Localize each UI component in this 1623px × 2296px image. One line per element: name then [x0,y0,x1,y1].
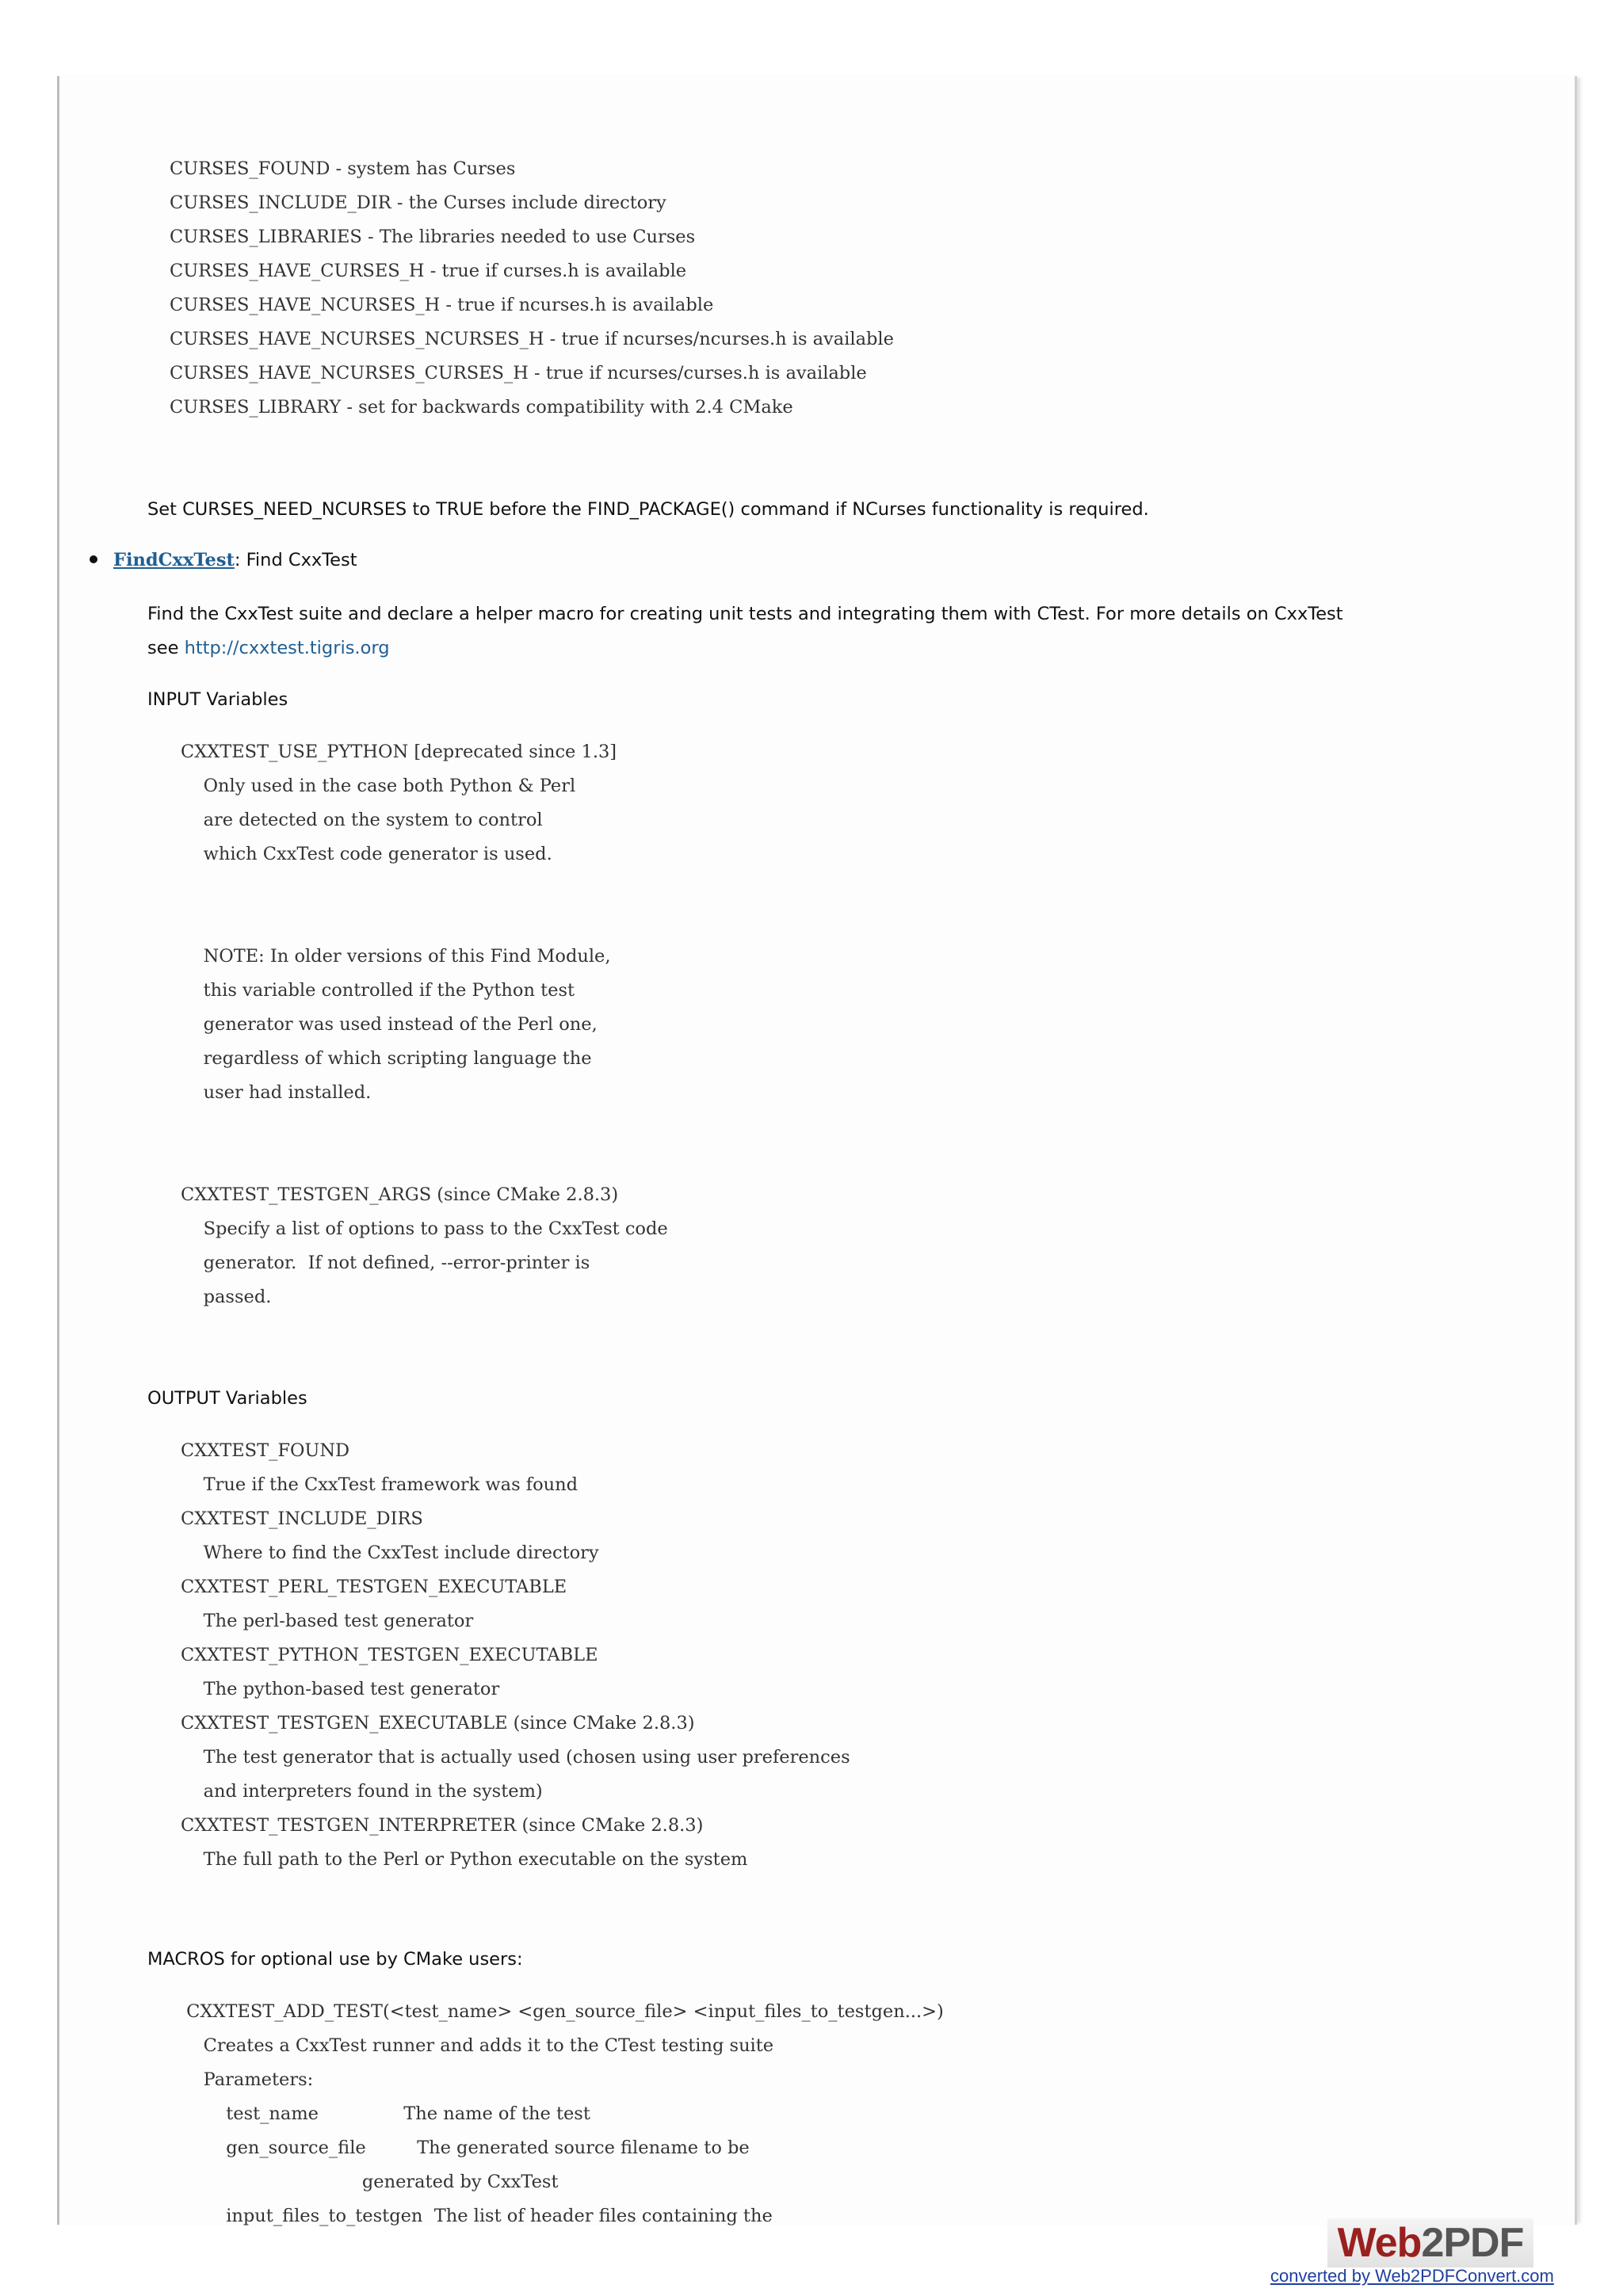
macros-heading: MACROS for optional use by CMake users: [147,1949,523,1970]
macros-text: CXXTEST_ADD_TEST(<test_name> <gen_source_file> <input_files_to_testgen...>) Creates a CxxTest runner and adds it to the CTest testing suite Parameters: test_name The name of the test gen_source_file The generated source filename to be generated by CxxTest input_files_to_testgen The list of header files containing the [186,2001,944,2226]
input-variables-block [181,735,668,1314]
findcxxtest-description: : Find CxxTest [234,550,357,570]
output-variables-heading: OUTPUT Variables [147,1388,307,1409]
input-variables-text: CXXTEST_USE_PYTHON [deprecated since 1.3] Only used in the case both Python & Perl are detected on the system to control which CxxTest code generator is used. NOTE: In older versions of this Find Module, this variable controlled if the Python test generator was used instead of the Perl one, regardless of which scripting language the user had installed. CXXTEST_TESTGEN_ARGS (since CMake 2.8.3) Specify a list of options to pass to the CxxTest code generator. If not defined, --error-printer is passed. [181,742,668,1307]
web2pdf-convert-link[interactable]: converted by Web2PDFConvert.com [1270,2266,1554,2286]
curses-variables-block [170,152,894,425]
findcxxtest-link[interactable]: FindCxxTest [113,550,235,570]
output-variables-block [181,1434,850,1877]
output-variables-text: CXXTEST_FOUND True if the CxxTest framework was found CXXTEST_INCLUDE_DIRS Where to find the CxxTest include directory CXXTEST_PERL_TESTGEN_EXECUTABLE The perl-based test generator CXXTEST_PYTHON_TESTGEN_EXECUTABLE The python-based test generator CXXTEST_TESTGEN_EXECUTABLE (since CMake 2.8.3) The test generator that is actually used (chosen using user preferences and interpreters found in the system) CXXTEST_TESTGEN_INTERPRETER (since CMake 2.8.3) The full path to the Perl or Python executable on the system [181,1440,850,1870]
cxxtest-intro [147,597,1384,666]
web2pdf-logo: Web2PDF [1327,2218,1533,2267]
curses-variables-text: CURSES_FOUND - system has Curses CURSES_INCLUDE_DIR - the Curses include directory CURSES_LIBRARIES - The libraries needed to use Curses CURSES_HAVE_CURSES_H - true if curses.h is available CURSES_HAVE_NCURSES_H - true if ncurses.h is available CURSES_HAVE_NCURSES_NCURSES_H - true if ncurses/ncurses.h is available CURSES_HAVE_NCURSES_CURSES_H - true if ncurses/curses.h is available CURSES_LIBRARY - set for backwards compatibility with 2.4 CMake [170,158,894,418]
bullet-icon [90,555,97,563]
cxxtest-intro-line1: Find the CxxTest suite and declare a helper macro for creating unit tests and integrating them with CTest. For more details on CxxTest [147,604,1343,624]
cxxtest-intro-see: see [147,638,185,658]
input-variables-heading: INPUT Variables [147,689,288,710]
curses-note: Set CURSES_NEED_NCURSES to TRUE before the FIND_PACKAGE() command if NCurses functionality is required. [147,499,1149,520]
cxxtest-url-link[interactable]: http://cxxtest.tigris.org [184,638,390,658]
macros-block [181,1995,944,2233]
list-item-findcxxtest [90,543,357,578]
